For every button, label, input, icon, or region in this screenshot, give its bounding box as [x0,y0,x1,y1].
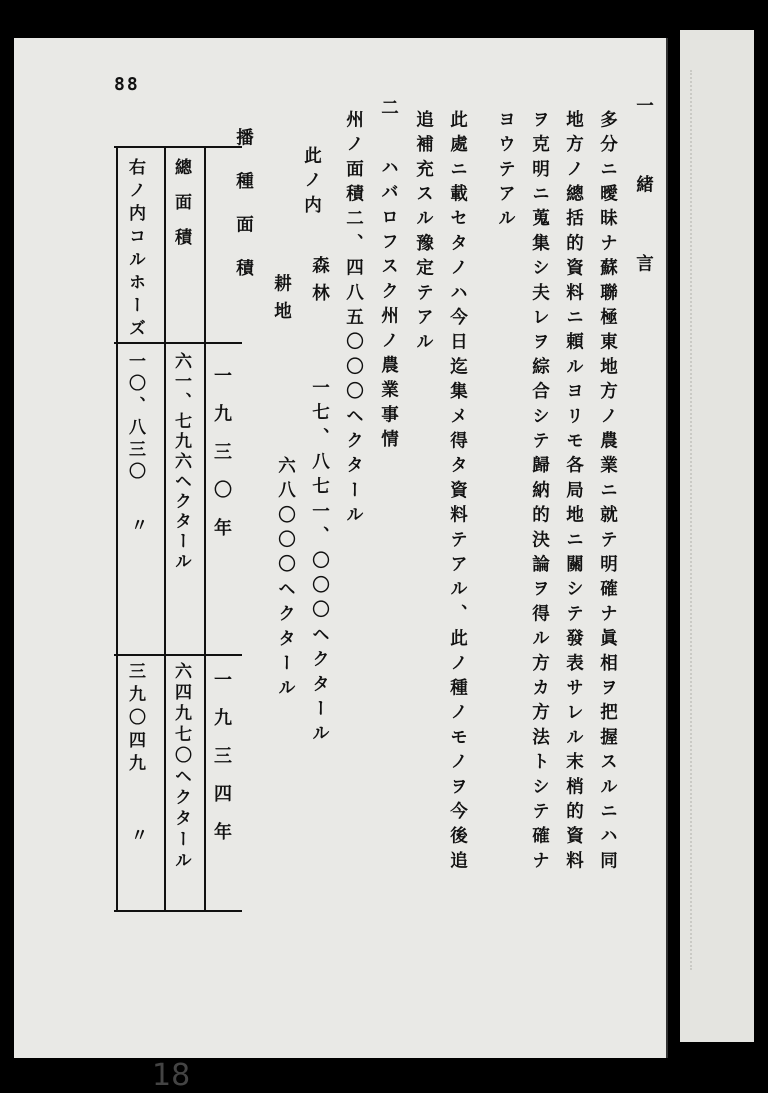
table-rule [114,654,242,656]
table-rule [114,342,242,344]
arable-value: 六八〇〇〇ヘクタール [275,456,296,703]
cell-kolkhoz-1930: 一〇、八三〇 [125,352,145,484]
arable-label: 耕地 [271,274,292,329]
forest-value: 一七、八七一、〇〇〇ヘクタール [309,378,330,749]
page-number: 88 [114,74,140,95]
sown-area-table [114,146,264,910]
table-header-1934: 一九三四年 [211,670,232,860]
table-rule [164,146,166,910]
of-which-label: 此ノ内 [301,146,322,221]
paragraph-line-6: 追補充スル豫定テアル [413,110,434,357]
table-rule [204,146,206,910]
area-line: 州ノ面積二、四八五〇〇〇ヘクタール [343,110,364,530]
section-heading-khabarovsk: ハバロフスク州ノ農業事情 [378,158,399,455]
table-rule-top [114,146,242,148]
handwritten-page-mark: 18 [152,1058,191,1093]
table-rule-bottom [114,910,242,912]
cell-total-1934: 六四九七〇ヘクタール [171,662,191,872]
table-rule-left [116,146,118,910]
cell-kolkhoz-1934: 三九〇四九 [125,662,145,777]
bleed-through-text [690,70,696,970]
paragraph-line-1: 多分ニ曖昧ナ蘇聯極東地方ノ農業ニ就テ明確ナ眞相ヲ把握スルニハ同 [597,110,618,876]
ditto-mark-1934: 〃 [127,826,147,849]
table-header-1930: 一九三〇年 [211,366,232,556]
section-heading-introduction: 一 緒 言 [633,96,654,294]
section-number-two: 二 [378,98,399,123]
paragraph-line-3: ヲ克明ニ蒐集シ夫レヲ綜合シテ歸納的決論ヲ得ル方カ方法トシテ確ナ [529,110,550,876]
document-page [14,38,668,1093]
row-label-kolkhoz: 右ノ内コルホーズ [125,158,145,342]
cell-total-1930: 六一、七九六ヘクタール [171,352,191,572]
adjacent-page-edge [680,30,754,1042]
ditto-mark-1930: 〃 [127,516,147,539]
row-label-total-area: 總面積 [171,158,191,263]
sown-area-heading: 播種面積 [233,128,254,302]
paragraph-line-5: 此處ニ載セタノハ今日迄集メ得タ資料テアル、此ノ種ノモノヲ今後追 [447,110,468,876]
forest-label: 森林 [309,256,330,311]
paragraph-line-2: 地方ノ總括的資料ニ頼ルヨリモ各局地ニ關シテ發表サレル末梢的資料 [563,110,584,876]
paragraph-line-4: ヨウテアル [495,110,516,234]
